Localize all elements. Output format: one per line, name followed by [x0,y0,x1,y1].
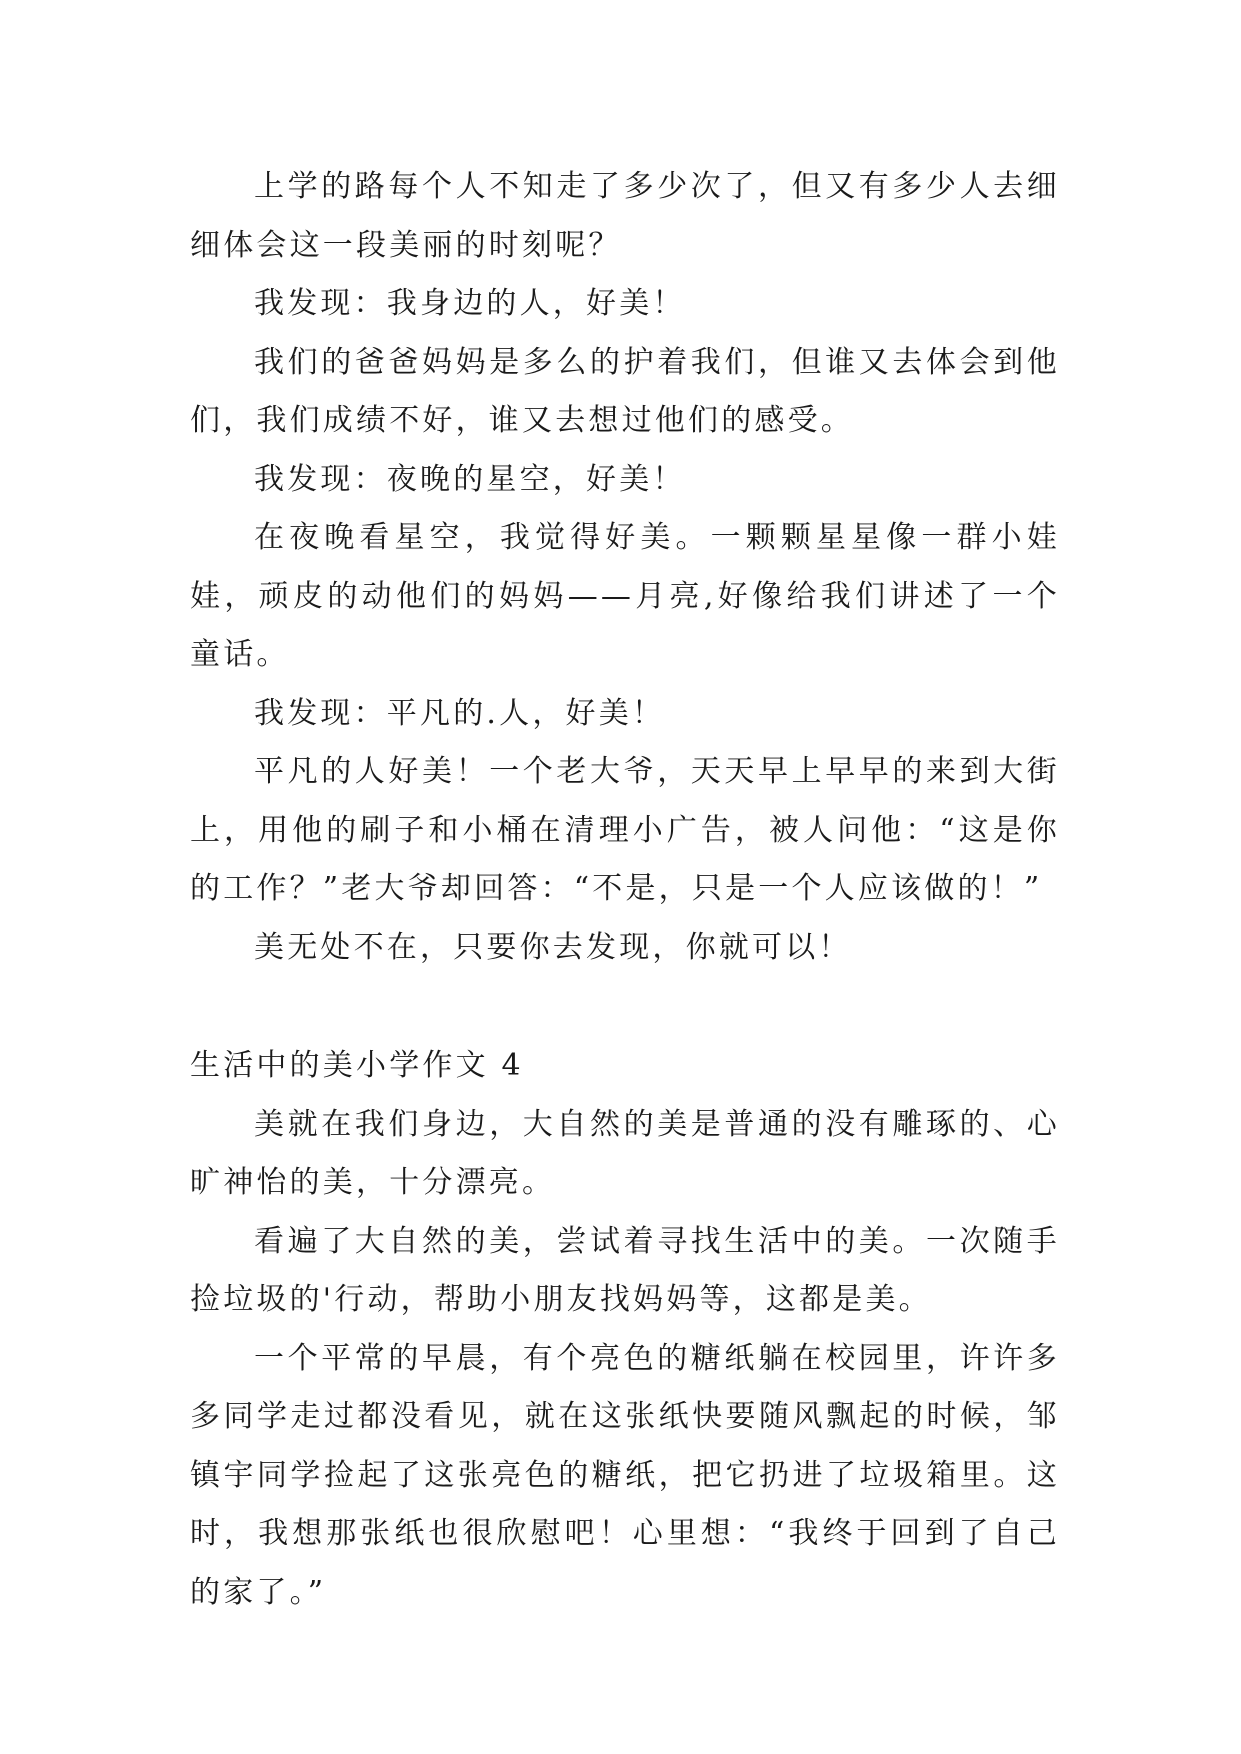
paragraph: 美就在我们身边，大自然的美是普通的没有雕琢的、心旷神怡的美，十分漂亮。 [190,1106,1060,1200]
document-body [190,158,1060,1622]
paragraph: 平凡的人好美！一个老大爷，天天早上早早的来到大街上，用他的刷子和小桶在清理小广告，被人问他：“这是你的工作？”老大爷却回答：“不是，只是一个人应该做的！” [190,754,1060,906]
paragraph: 一个平常的早晨，有个亮色的糖纸躺在校园里，许许多多同学走过都没看见，就在这张纸快要随风飘起的时候，邹镇宇同学捡起了这张亮色的糖纸，把它扔进了垃圾箱里。这时，我想那张纸也很欣慰吧！心里想：“我终于回到了自己的家了。” [190,1340,1060,1610]
section-title: 生活中的美小学作文 4 [190,1048,524,1083]
paragraph: 上学的路每个人不知走了多少次了，但又有多少人去细细体会这一段美丽的时刻呢？ [190,169,1060,263]
paragraph: 我发现：夜晚的星空，好美！ [254,461,686,497]
paragraph: 我发现：我身边的人，好美！ [254,286,686,321]
section-gap [190,977,1060,1037]
paragraph: 我发现：平凡的.人，好美！ [254,695,666,731]
paragraph: 在夜晚看星空，我觉得好美。一颗颗星星像一群小娃娃，顽皮的动他们的妈妈——月亮,好像给我们讲述了一个童话。 [190,520,1060,672]
paragraph: 看遍了大自然的美，尝试着寻找生活中的美。一次随手捡垃圾的'行动，帮助小朋友找妈妈等，这都是美。 [190,1223,1060,1317]
paragraph: 我们的爸爸妈妈是多么的护着我们，但谁又去体会到他们，我们成绩不好，谁又去想过他们的感受。 [190,344,1060,438]
paragraph: 美无处不在，只要你去发现，你就可以！ [254,929,852,965]
